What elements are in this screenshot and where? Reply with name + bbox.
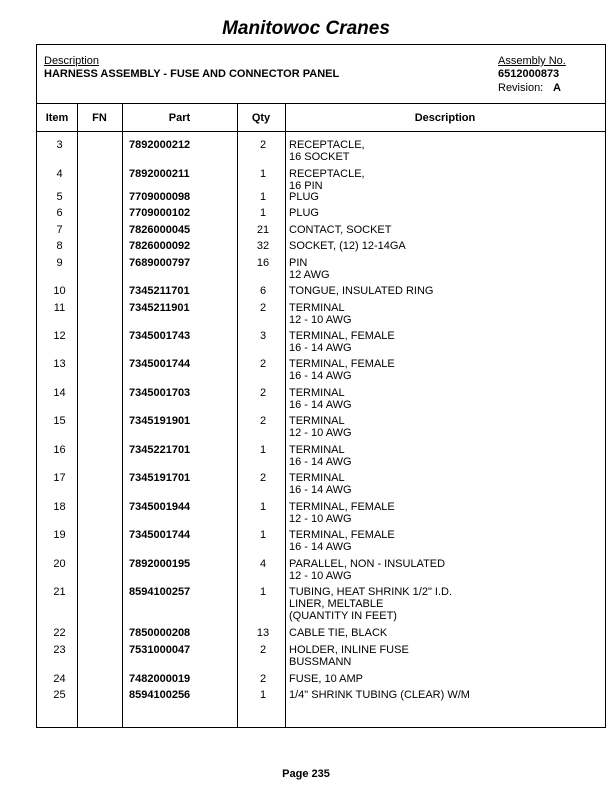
column-divider — [237, 104, 238, 727]
part-description — [289, 627, 599, 639]
column-header-part: Part — [168, 112, 191, 124]
description-line: TERMINAL — [289, 415, 345, 427]
description-line: TUBING, HEAT SHRINK 1/2" I.D. — [289, 586, 453, 598]
item-number: 21 — [53, 586, 66, 598]
description-line: TERMINAL — [289, 302, 345, 314]
part-number: 7709000098 — [129, 191, 191, 203]
quantity: 3 — [259, 330, 267, 342]
description-line: PIN — [289, 257, 308, 269]
document-title: Manitowoc Cranes — [222, 18, 390, 39]
part-number: 8594100257 — [129, 586, 191, 598]
description-line: TERMINAL — [289, 472, 345, 484]
assembly-number: 6512000873 — [498, 68, 560, 80]
description-line: RECEPTACLE, — [289, 168, 365, 180]
quantity: 2 — [259, 472, 267, 484]
item-number: 4 — [56, 168, 63, 180]
part-description — [289, 191, 599, 203]
description-line: 16 SOCKET — [289, 151, 350, 163]
quantity: 2 — [259, 358, 267, 370]
part-number: 7345191701 — [129, 472, 191, 484]
part-number: 7345221701 — [129, 444, 191, 456]
part-number: 7345211901 — [129, 302, 190, 314]
part-number: 7531000047 — [129, 644, 191, 656]
description-line: TERMINAL — [289, 444, 345, 456]
part-description — [289, 358, 599, 382]
part-description — [289, 139, 599, 163]
quantity: 2 — [259, 644, 267, 656]
item-number: 3 — [56, 139, 63, 151]
part-number: 7826000092 — [129, 240, 191, 252]
part-description — [289, 285, 599, 297]
description-line: 16 - 14 AWG — [289, 541, 352, 553]
item-number: 5 — [56, 191, 63, 203]
quantity: 21 — [256, 224, 270, 236]
part-description — [289, 168, 599, 192]
column-header-fn: FN — [92, 112, 107, 124]
description-line: (QUANTITY IN FEET) — [289, 610, 397, 622]
part-number: 7345001743 — [129, 330, 191, 342]
part-description — [289, 387, 599, 411]
description-line: 16 - 14 AWG — [289, 342, 352, 354]
part-description — [289, 207, 599, 219]
description-line: HOLDER, INLINE FUSE — [289, 644, 409, 656]
part-number: 7892000212 — [129, 139, 191, 151]
part-description — [289, 224, 599, 236]
item-number: 24 — [53, 673, 66, 685]
description-line: 12 - 10 AWG — [289, 513, 352, 525]
part-description — [289, 689, 599, 701]
item-number: 6 — [56, 207, 63, 219]
description-line: PLUG — [289, 191, 319, 203]
assembly-description: HARNESS ASSEMBLY - FUSE AND CONNECTOR PANEL — [44, 68, 340, 80]
quantity: 2 — [259, 302, 267, 314]
description-line: 16 - 14 AWG — [289, 484, 352, 496]
item-number: 7 — [56, 224, 63, 236]
description-line: PARALLEL, NON - INSULATED — [289, 558, 446, 570]
description-line: CONTACT, SOCKET — [289, 224, 392, 236]
quantity: 1 — [259, 501, 267, 513]
description-line: LINER, MELTABLE — [289, 598, 384, 610]
description-line: 12 - 10 AWG — [289, 314, 352, 326]
part-description — [289, 444, 599, 468]
description-line: 16 PIN — [289, 180, 323, 192]
item-number: 22 — [53, 627, 66, 639]
quantity: 1 — [259, 689, 267, 701]
quantity: 2 — [259, 415, 267, 427]
revision-label: Revision: — [498, 82, 544, 94]
quantity: 32 — [256, 240, 270, 252]
quantity: 1 — [259, 444, 267, 456]
item-number: 15 — [53, 415, 66, 427]
description-line: SOCKET, (12) 12-14GA — [289, 240, 406, 252]
part-description — [289, 302, 599, 326]
part-number: 7850000208 — [129, 627, 191, 639]
description-line: 16 - 14 AWG — [289, 399, 352, 411]
part-description — [289, 330, 599, 354]
quantity: 2 — [259, 139, 267, 151]
description-line: TERMINAL, FEMALE — [289, 529, 395, 541]
description-line: CABLE TIE, BLACK — [289, 627, 388, 639]
quantity: 13 — [256, 627, 270, 639]
part-number: 7345001744 — [129, 358, 191, 370]
description-line: RECEPTACLE, — [289, 139, 365, 151]
part-description — [289, 501, 599, 525]
description-line: 1/4" SHRINK TUBING (CLEAR) W/M — [289, 689, 470, 701]
quantity: 1 — [259, 191, 267, 203]
part-number: 7892000195 — [129, 558, 191, 570]
quantity: 1 — [259, 586, 267, 598]
item-number: 20 — [53, 558, 66, 570]
quantity: 1 — [259, 207, 267, 219]
part-number: 7892000211 — [129, 168, 190, 180]
part-number: 7345001703 — [129, 387, 191, 399]
quantity: 16 — [256, 257, 270, 269]
description-line: 16 - 14 AWG — [289, 456, 352, 468]
part-description — [289, 415, 599, 439]
description-line: FUSE, 10 AMP — [289, 673, 363, 685]
description-line: PLUG — [289, 207, 319, 219]
item-number: 18 — [53, 501, 66, 513]
part-description — [289, 586, 599, 622]
quantity: 2 — [259, 673, 267, 685]
item-number: 10 — [53, 285, 66, 297]
item-number: 23 — [53, 644, 66, 656]
item-number: 12 — [53, 330, 66, 342]
part-number: 8594100256 — [129, 689, 191, 701]
item-number: 8 — [56, 240, 63, 252]
item-number: 13 — [53, 358, 66, 370]
item-number: 14 — [53, 387, 66, 399]
description-line: TERMINAL — [289, 387, 345, 399]
item-number: 9 — [56, 257, 63, 269]
description-line: 12 AWG — [289, 269, 330, 281]
part-number: 7345211701 — [129, 285, 190, 297]
part-description — [289, 240, 599, 252]
part-number: 7689000797 — [129, 257, 191, 269]
part-description — [289, 673, 599, 685]
part-description — [289, 472, 599, 496]
quantity: 1 — [259, 168, 267, 180]
quantity: 1 — [259, 529, 267, 541]
revision-value: A — [553, 82, 561, 94]
assembly-header — [37, 45, 605, 104]
part-description — [289, 257, 599, 281]
description-label: Description — [44, 55, 100, 67]
part-description — [289, 558, 599, 582]
part-number: 7345001744 — [129, 529, 191, 541]
assembly-number-label: Assembly No. — [498, 55, 566, 67]
page-number: Page 235 — [282, 768, 330, 780]
part-description — [289, 529, 599, 553]
description-line: BUSSMANN — [289, 656, 352, 668]
description-line: 16 - 14 AWG — [289, 370, 352, 382]
part-number: 7826000045 — [129, 224, 191, 236]
quantity: 4 — [259, 558, 267, 570]
quantity: 2 — [259, 387, 267, 399]
part-number: 7345001944 — [129, 501, 191, 513]
item-number: 17 — [53, 472, 66, 484]
description-line: 12 - 10 AWG — [289, 427, 352, 439]
column-header-qty: Qty — [251, 112, 271, 124]
column-header-item: Item — [45, 112, 69, 124]
parts-list-frame — [36, 44, 606, 728]
quantity: 6 — [259, 285, 267, 297]
item-number: 19 — [53, 529, 66, 541]
description-line: TERMINAL, FEMALE — [289, 501, 395, 513]
item-number: 11 — [53, 302, 66, 314]
part-description — [289, 644, 599, 668]
description-line: TERMINAL, FEMALE — [289, 330, 395, 342]
column-header-description: Description — [414, 112, 476, 124]
description-line: 12 - 10 AWG — [289, 570, 352, 582]
part-number: 7482000019 — [129, 673, 191, 685]
column-divider — [122, 104, 123, 727]
part-number: 7709000102 — [129, 207, 191, 219]
description-line: TONGUE, INSULATED RING — [289, 285, 434, 297]
description-line: TERMINAL, FEMALE — [289, 358, 395, 370]
item-number: 25 — [53, 689, 66, 701]
part-number: 7345191901 — [129, 415, 191, 427]
item-number: 16 — [53, 444, 66, 456]
